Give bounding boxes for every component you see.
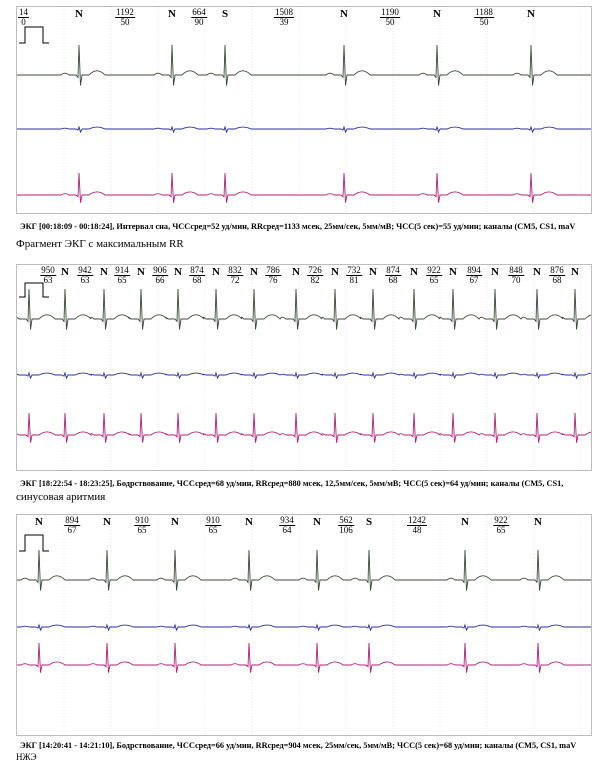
beat-type-label: N (100, 266, 108, 278)
rr-value: 874 (190, 265, 204, 275)
hr-value: 50 (385, 17, 395, 27)
rr-value: 910 (135, 515, 149, 525)
hr-value: 67 (67, 525, 77, 535)
beat-label (527, 8, 535, 20)
rr-value: 942 (78, 265, 92, 275)
beat-label (461, 516, 469, 528)
rr-value: 906 (153, 265, 167, 275)
rr-interval-label (307, 266, 323, 285)
beat-type-label: N (461, 516, 469, 528)
beat-label (103, 516, 111, 528)
beat-type-label: N (174, 266, 182, 278)
beat-label (533, 266, 541, 278)
rr-value: 914 (115, 265, 129, 275)
ecg-trace-lead-1 (17, 289, 591, 330)
rr-value: 1192 (116, 7, 134, 17)
ecg-strip-3-info: ЭКГ [14:20:41 - 14:21:10], Бодрствование, ЧССсред=66 уд/мин, RRсред=904 мсек, 25мм/сек, 5мм/мВ; ЧСС(5 сек)=68 уд/мин; каналы (CM5, CS1, maV (20, 741, 577, 750)
hr-value: 81 (349, 275, 359, 285)
rr-interval-label (407, 516, 427, 535)
hr-value: 50 (120, 17, 130, 27)
hr-value: 39 (279, 17, 289, 27)
calibration-pulse (19, 535, 49, 551)
ecg-grid (17, 7, 591, 213)
beat-label (366, 516, 372, 528)
rr-interval-label (40, 266, 56, 285)
beat-type-label: N (168, 8, 176, 20)
rr-interval-label (265, 266, 281, 285)
rr-interval-label (279, 516, 295, 535)
beat-type-label: N (369, 266, 377, 278)
rr-interval-label (493, 516, 509, 535)
rr-value: 732 (347, 265, 361, 275)
beat-label (100, 266, 108, 278)
beat-label (75, 8, 83, 20)
rr-interval-label (114, 266, 130, 285)
ecg-strip-3 (16, 514, 592, 736)
rr-interval-label (426, 266, 442, 285)
beat-label (340, 8, 348, 20)
beat-type-label: N (313, 516, 321, 528)
rr-value: 894 (467, 265, 481, 275)
beat-type-label: N (212, 266, 220, 278)
beat-label (35, 516, 43, 528)
rr-value: 664 (192, 7, 206, 17)
beat-label (534, 516, 542, 528)
hr-value: 64 (282, 525, 292, 535)
rr-interval-label (152, 266, 168, 285)
hr-value: 0 (21, 17, 26, 27)
beat-type-label: N (491, 266, 499, 278)
hr-value: 70 (511, 275, 521, 285)
beat-type-label: N (103, 516, 111, 528)
hr-value: 65 (117, 275, 127, 285)
calibration-pulse (19, 27, 49, 43)
rr-interval-label (64, 516, 80, 535)
hr-value: 50 (479, 17, 489, 27)
beat-label (250, 266, 258, 278)
beat-label (137, 266, 145, 278)
ecg-trace-lead-3 (17, 173, 591, 203)
rr-value: 1188 (475, 7, 493, 17)
beat-label (571, 266, 579, 278)
rr-value: 1242 (408, 515, 426, 525)
ecg-strip-3-caption: НЖЭ (16, 752, 37, 762)
rr-value: 894 (65, 515, 79, 525)
beat-label (212, 266, 220, 278)
rr-interval-label (474, 8, 494, 27)
rr-interval-label (466, 266, 482, 285)
rr-value: 910 (206, 515, 220, 525)
hr-value: 90 (194, 17, 204, 27)
rr-interval-label (274, 8, 294, 27)
rr-interval-label (508, 266, 524, 285)
beat-label (369, 266, 377, 278)
hr-value: 68 (552, 275, 562, 285)
beat-type-label: N (171, 516, 179, 528)
rr-interval-label (134, 516, 150, 535)
rr-interval-label (191, 8, 207, 27)
rr-interval-label (205, 516, 221, 535)
beat-type-label: N (533, 266, 541, 278)
rr-value: 876 (550, 265, 564, 275)
beat-type-label: N (245, 516, 253, 528)
beat-label (222, 8, 228, 20)
beat-type-label: N (410, 266, 418, 278)
hr-value: 66 (155, 275, 165, 285)
hr-value: 76 (268, 275, 278, 285)
beat-label (61, 266, 69, 278)
rr-value: 848 (509, 265, 523, 275)
hr-value: 106 (339, 525, 353, 535)
ecg-strip-2-caption: синусовая аритмия (16, 491, 106, 503)
rr-value: 1508 (275, 7, 293, 17)
rr-value: 562 (339, 515, 353, 525)
rr-value: 934 (280, 515, 294, 525)
hr-value: 68 (192, 275, 202, 285)
ecg-trace-lead-2 (17, 373, 591, 378)
beat-label (171, 516, 179, 528)
rr-value: 726 (308, 265, 322, 275)
ecg-trace-lead-2 (17, 127, 591, 132)
beat-label (292, 266, 300, 278)
beat-type-label: N (527, 8, 535, 20)
hr-value: 63 (43, 275, 53, 285)
rr-interval-label (346, 266, 362, 285)
hr-value: 65 (137, 525, 147, 535)
beat-type-label: N (35, 516, 43, 528)
ecg-trace-lead-2 (17, 625, 591, 630)
beat-type-label: N (137, 266, 145, 278)
hr-value: 65 (429, 275, 439, 285)
ecg-strip-2 (16, 264, 592, 471)
hr-value: 68 (388, 275, 398, 285)
beat-label (433, 8, 441, 20)
beat-type-label: S (365, 516, 373, 528)
ecg-grid (17, 265, 591, 470)
beat-type-label: N (449, 266, 457, 278)
rr-interval-label (338, 516, 354, 535)
rr-value: 1190 (381, 7, 399, 17)
beat-type-label: N (340, 8, 348, 20)
beat-label (491, 266, 499, 278)
ecg-strip-1-info: ЭКГ [00:18:09 - 00:18:24], Интервал сна, ЧССсред=52 уд/мин, RRсред=1133 мсек, 25мм/сек, 5мм/мВ; ЧСС(5 сек)=55 уд/мин; каналы (CM5, CS1, maV (20, 222, 576, 231)
ecg-trace-lead-3 (17, 643, 591, 673)
ecg-trace-lead-1 (17, 45, 591, 86)
hr-value: 65 (496, 525, 506, 535)
rr-value: 874 (386, 265, 400, 275)
ecg-strip-2-info: ЭКГ [18:22:54 - 18:23:25], Бодрствование, ЧССсред=68 уд/мин, RRсред=880 мсек, 12,5мм/сек, 5мм/мВ; ЧСС(5 сек)=64 уд/мин; каналы (CM5, CS1, (20, 479, 564, 488)
hr-value: 82 (310, 275, 320, 285)
beat-label (449, 266, 457, 278)
beat-label (313, 516, 321, 528)
rr-value: 14 (19, 7, 28, 17)
hr-value: 48 (412, 525, 422, 535)
rr-interval-label (189, 266, 205, 285)
beat-label (245, 516, 253, 528)
rr-interval-label (549, 266, 565, 285)
hr-value: 72 (230, 275, 240, 285)
beat-type-label: N (534, 516, 542, 528)
ecg-trace-lead-1 (17, 550, 591, 591)
rr-interval-label (227, 266, 243, 285)
hr-value: 63 (80, 275, 90, 285)
beat-type-label: N (433, 8, 441, 20)
rr-interval-label (385, 266, 401, 285)
ecg-grid (17, 515, 591, 735)
rr-value: 922 (494, 515, 508, 525)
beat-label (168, 8, 176, 20)
rr-value: 832 (228, 265, 242, 275)
hr-value: 65 (208, 525, 218, 535)
beat-type-label: N (75, 8, 83, 20)
beat-label (174, 266, 182, 278)
beat-type-label: N (331, 266, 339, 278)
rr-value: 950 (41, 265, 55, 275)
rr-value: 786 (266, 265, 280, 275)
beat-label (331, 266, 339, 278)
beat-type-label: S (221, 8, 229, 20)
rr-interval-label-partial (18, 8, 29, 27)
rr-interval-label (77, 266, 93, 285)
rr-value: 922 (427, 265, 441, 275)
beat-type-label: N (61, 266, 69, 278)
rr-interval-label (115, 8, 135, 27)
beat-type-label: N (292, 266, 300, 278)
ecg-trace-lead-3 (17, 413, 591, 443)
beat-type-label: N (571, 266, 579, 278)
rr-interval-label (380, 8, 400, 27)
beat-type-label: N (250, 266, 258, 278)
calibration-pulse (19, 283, 49, 297)
ecg-strip-1-caption: Фрагмент ЭКГ с максимальным RR (16, 238, 184, 250)
ecg-strip-1 (16, 6, 592, 214)
beat-label (410, 266, 418, 278)
hr-value: 67 (469, 275, 479, 285)
